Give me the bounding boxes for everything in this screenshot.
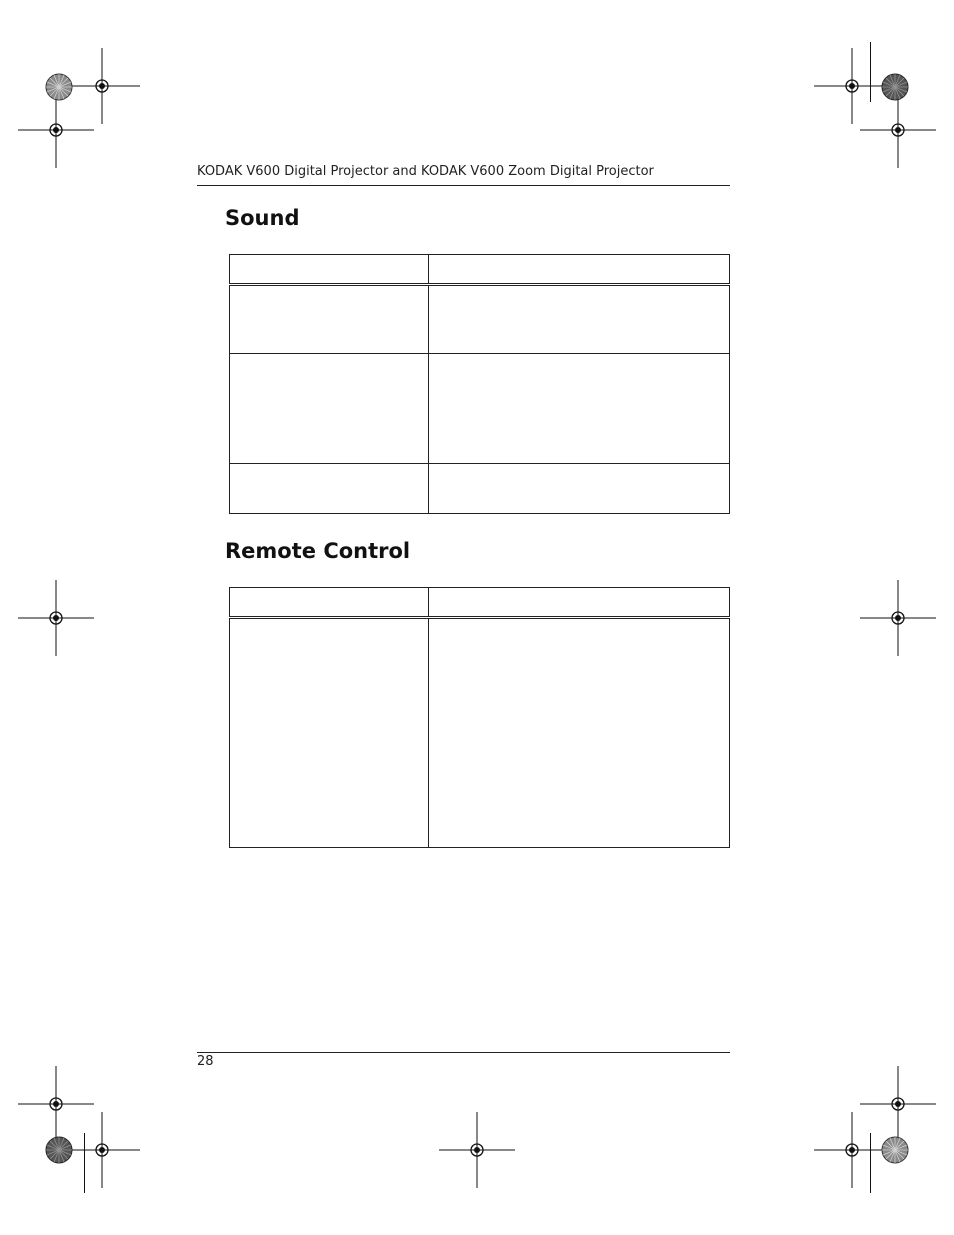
registration-mark-icon <box>64 1112 140 1188</box>
starburst-target-icon <box>45 1136 73 1164</box>
table-cell <box>429 354 730 464</box>
table-row <box>230 618 730 848</box>
table-cell <box>230 464 429 514</box>
page-number: 28 <box>197 1054 214 1069</box>
table-header-cell <box>429 255 730 285</box>
table-row <box>230 285 730 354</box>
registration-mark-icon <box>814 1112 890 1188</box>
sound-table <box>229 254 730 514</box>
registration-mark-icon <box>860 92 936 168</box>
table-row <box>230 464 730 514</box>
table-cell <box>429 618 730 848</box>
section-title-remote-control: Remote Control <box>225 539 411 563</box>
registration-mark-icon <box>18 580 94 656</box>
table-header-cell <box>230 255 429 285</box>
registration-mark-icon <box>860 580 936 656</box>
table-cell <box>230 618 429 848</box>
crop-mark <box>84 1133 85 1193</box>
starburst-target-icon <box>881 73 909 101</box>
registration-mark-icon <box>439 1112 515 1188</box>
starburst-target-icon <box>45 73 73 101</box>
footer-rule <box>197 1052 730 1053</box>
table-cell <box>230 354 429 464</box>
table-cell <box>429 464 730 514</box>
table-cell <box>429 285 730 354</box>
table-header-cell <box>429 588 730 618</box>
crop-mark <box>870 42 871 102</box>
section-title-sound: Sound <box>225 206 300 230</box>
table-row <box>230 354 730 464</box>
remote-control-table <box>229 587 730 848</box>
registration-mark-icon <box>18 92 94 168</box>
starburst-target-icon <box>881 1136 909 1164</box>
table-header-row <box>230 255 730 285</box>
table-cell <box>230 285 429 354</box>
header-rule <box>197 185 730 186</box>
table-header-cell <box>230 588 429 618</box>
crop-mark <box>870 1133 871 1193</box>
running-header: KODAK V600 Digital Projector and KODAK V600 Zoom Digital Projector <box>197 164 654 179</box>
table-header-row <box>230 588 730 618</box>
